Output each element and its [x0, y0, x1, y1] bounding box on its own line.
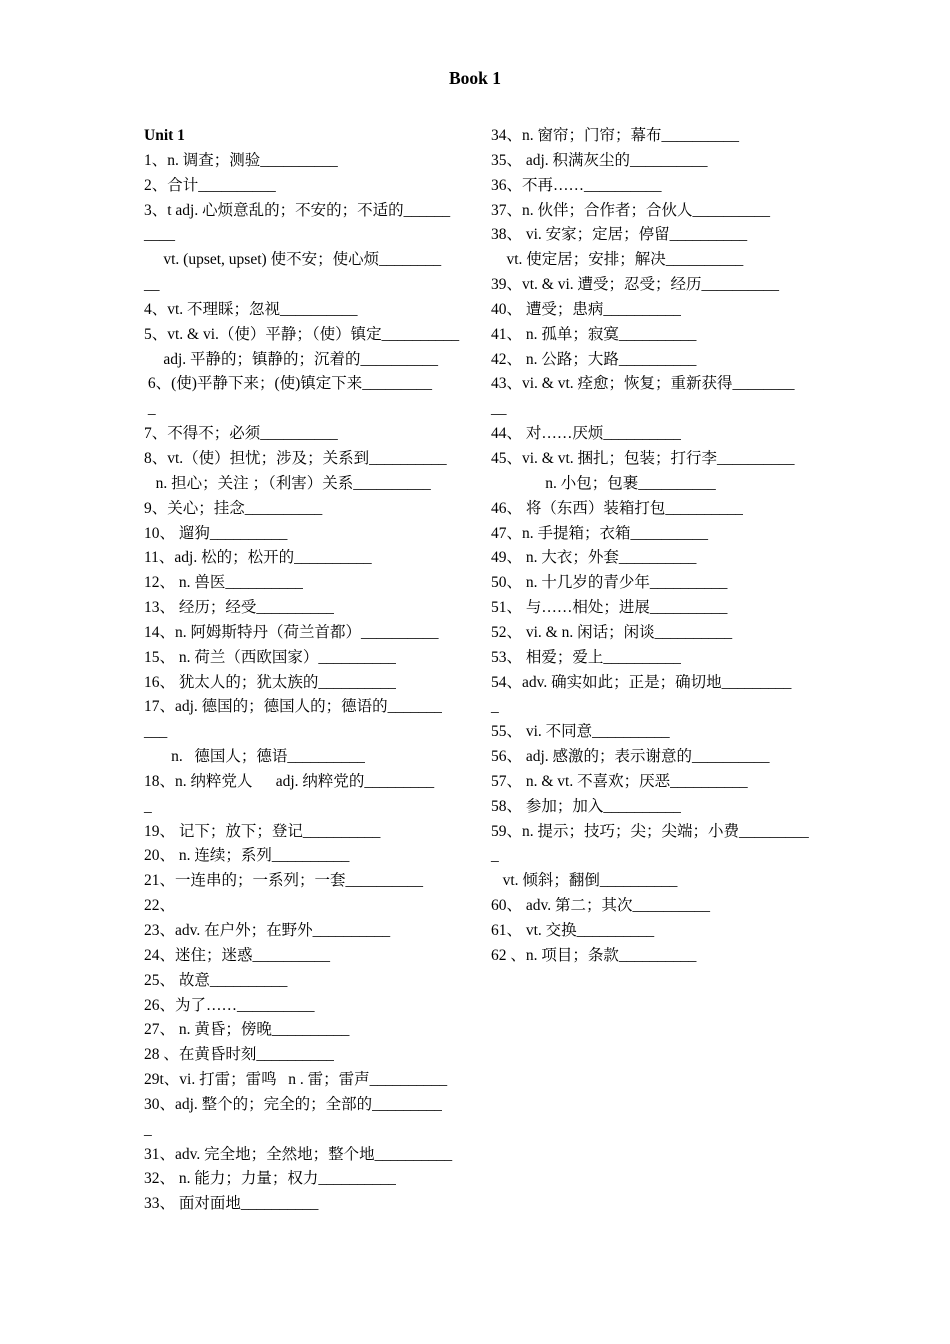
vocab-line: adj. 平静的；镇静的；沉着的__________: [144, 350, 439, 368]
vocab-line: n. 小包；包裹__________: [491, 474, 716, 492]
vocab-line: 29t、vi. 打雷；雷鸣 n . 雷；雷声__________: [144, 1071, 448, 1089]
vocab-line: 50、 n. 十几岁的青少年__________: [491, 574, 728, 592]
vocab-line: 36、不再……__________: [491, 176, 662, 194]
vocab-line: 5、vt. & vi.（使）平静；（使）镇定__________: [144, 325, 460, 343]
vocab-line: 3、t adj. 心烦意乱的；不安的；不适的______: [144, 201, 451, 219]
vocab-line: 16、 犹太人的；犹太族的__________: [144, 673, 396, 691]
vocab-line: 30、adj. 整个的；完全的；全部的_________: [144, 1095, 442, 1113]
vocab-line: 51、 与……相处；进展__________: [491, 599, 728, 617]
vocab-line: 24、迷住；迷惑__________: [144, 946, 331, 964]
vocab-line: 9、关心；挂念__________: [144, 499, 323, 517]
vocab-line: 62 、n. 项目；条款__________: [491, 946, 697, 964]
vocab-line: 56、 adj. 感激的；表示谢意的__________: [491, 748, 770, 766]
vocab-line: 6、(使)平静下来；(使)镇定下来_________: [144, 375, 433, 393]
vocab-line: 58、 参加；加入__________: [491, 797, 681, 815]
vocab-line: 8、vt.（使）担忧；涉及；关系到__________: [144, 449, 447, 467]
vocab-line: 44、 对……厌烦__________: [491, 425, 681, 443]
vocab-line: 46、 将（东西）装箱打包__________: [491, 499, 743, 517]
vocab-line: ____: [144, 226, 175, 244]
vocab-line: ___: [144, 723, 168, 741]
vocab-line: 61、 vt. 交换__________: [491, 922, 655, 939]
vocab-line: 35、 adj. 积满灰尘的__________: [491, 151, 708, 169]
vocab-line: _: [491, 847, 499, 865]
vocab-line: 15、 n. 荷兰（西欧国家）__________: [144, 648, 396, 666]
vocab-line: 49、 n. 大衣；外套__________: [491, 549, 697, 567]
vocab-line: 23、adv. 在户外；在野外__________: [144, 922, 391, 939]
vocab-line: 25、 故意__________: [144, 971, 288, 989]
vocab-line: 14、n. 阿姆斯特丹（荷兰首都）__________: [144, 623, 439, 641]
vocab-line: _: [144, 400, 156, 418]
vocab-line: __: [491, 400, 507, 418]
vocab-line: 37、n. 伙伴；合作者；合伙人__________: [491, 201, 771, 219]
vocab-line: 11、adj. 松的；松开的__________: [144, 549, 372, 567]
vocab-line: 33、 面对面地__________: [144, 1195, 319, 1213]
vocab-line: n. 德国人；德语__________: [144, 748, 365, 766]
vocab-line: 17、adj. 德国的；德国人的；德语的_______: [144, 698, 442, 716]
vocab-line: 54、adv. 确实如此；正是；确切地_________: [491, 673, 792, 691]
vocab-line: 7、不得不；必须__________: [144, 425, 338, 443]
vocab-line: 42、 n. 公路；大路__________: [491, 350, 697, 368]
vocab-line: _: [144, 1120, 152, 1138]
vocab-line: 4、vt. 不理睬；忽视__________: [144, 300, 358, 318]
vocab-line: vt. 倾斜；翻倒__________: [491, 872, 678, 890]
vocab-line: 45、vi. & vt. 捆扎；包装；打行李__________: [491, 449, 795, 467]
vocab-line: 22、: [144, 897, 176, 915]
vocab-line: 31、adv. 完全地；全然地；整个地__________: [144, 1145, 453, 1163]
vocab-line: n. 担心；关注 ；（利害）关系__________: [144, 474, 431, 492]
vocab-line: 1、n. 调查；测验__________: [144, 151, 338, 169]
vocab-line: 10、 遛狗__________: [144, 524, 288, 542]
vocab-line: 34、n. 窗帘；门帘；幕布__________: [491, 127, 740, 144]
vocab-line: 60、 adv. 第二；其次__________: [491, 897, 710, 915]
left-column: [144, 124, 464, 1217]
vocab-line: 55、 vi. 不同意__________: [491, 723, 670, 741]
vocab-line: 32、 n. 能力；力量；权力__________: [144, 1170, 396, 1188]
vocab-line: 40、 遭受；患病__________: [491, 300, 681, 318]
vocab-line: 41、 n. 孤单；寂寞__________: [491, 325, 697, 343]
vocab-line: 13、 经历；经受__________: [144, 599, 334, 617]
vocab-line: 27、 n. 黄昏；傍晚__________: [144, 1021, 350, 1039]
vocab-line: _: [491, 698, 499, 716]
vocab-line: 20、 n. 连续；系列__________: [144, 847, 350, 865]
vocab-line: 28 、在黄昏时刻__________: [144, 1046, 334, 1064]
vocab-line: 43、vi. & vt. 痊愈；恢复；重新获得________: [491, 375, 795, 393]
right-column: [491, 124, 811, 969]
vocab-line: 57、 n. & vt. 不喜欢；厌恶__________: [491, 772, 748, 790]
vocab-line: vt. 使定居；安排；解决__________: [491, 251, 744, 269]
vocab-line: 59、n. 提示；技巧；尖；尖端；小费_________: [491, 822, 809, 840]
vocab-line: __: [144, 276, 160, 294]
vocab-line: _: [144, 797, 152, 815]
vocab-line: 18、n. 纳粹党人 adj. 纳粹党的_________: [144, 772, 435, 790]
vocab-line: 53、 相爱；爱上__________: [491, 648, 681, 666]
vocab-line: 38、 vi. 安家；定居；停留__________: [491, 226, 748, 244]
vocab-line: 39、vt. & vi. 遭受；忍受；经历__________: [491, 276, 780, 294]
vocab-line: 21、一连串的；一系列；一套__________: [144, 872, 424, 890]
unit-heading: Unit 1: [144, 127, 185, 144]
vocab-line: 47、n. 手提箱；衣箱__________: [491, 524, 709, 542]
vocab-line: 19、 记下；放下；登记__________: [144, 822, 381, 840]
page-title: Book 1: [448, 68, 502, 88]
vocab-line: 12、 n. 兽医__________: [144, 574, 303, 592]
vocab-line: 2、合计__________: [144, 176, 276, 194]
vocab-line: vt. (upset, upset) 使不安；使心烦________: [144, 251, 442, 269]
vocab-line: 26、为了……__________: [144, 996, 315, 1014]
vocab-line: 52、 vi. & n. 闲话；闲谈__________: [491, 623, 733, 641]
